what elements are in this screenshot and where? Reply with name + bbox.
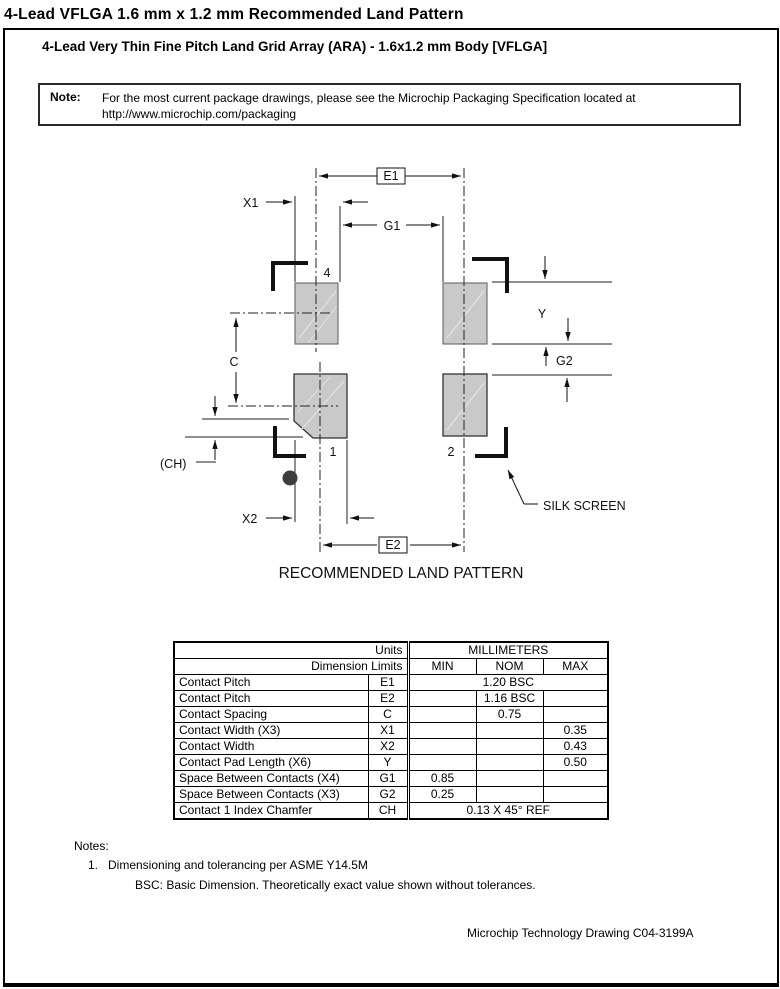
dim-symbol-cell: G2 (368, 787, 408, 803)
table-row (174, 803, 608, 820)
note-item-text: Dimensioning and tolerancing per ASME Y14.5M (108, 858, 368, 872)
dim-label-e1: E1 (383, 169, 399, 183)
dim-label-ch: (CH) (160, 457, 187, 471)
dimension-limits-cell: Dimension Limits (174, 659, 408, 675)
dim-min-cell: 0.25 (408, 787, 476, 803)
dim-min-cell (408, 707, 476, 723)
note-item-subtext: BSC: Basic Dimension. Theoretically exact value shown without tolerances. (135, 878, 536, 892)
pad-4-number: 4 (323, 266, 331, 280)
dim-e2 (379, 537, 407, 553)
dim-symbol-cell: G1 (368, 771, 408, 787)
extension-lines (185, 196, 612, 524)
note-item-number: 1. (88, 858, 99, 872)
silk-screen-callout (508, 470, 626, 513)
dim-nom-cell (476, 723, 543, 739)
table-row (174, 755, 608, 771)
table-row (174, 707, 608, 723)
dim-name-cell: Contact Pitch (174, 675, 368, 691)
dim-label-x2: X2 (242, 512, 258, 526)
dim-symbol-cell: CH (368, 803, 408, 820)
dim-name-cell: Contact Width (X3) (174, 723, 368, 739)
index-dot (283, 471, 298, 486)
package-subtitle: 4-Lead Very Thin Fine Pitch Land Grid Array (ARA) - 1.6x1.2 mm Body [VFLGA] (42, 39, 548, 54)
dim-nom-cell: 1.16 BSC (476, 691, 543, 707)
table-row (174, 675, 608, 691)
dim-max-cell (543, 691, 608, 707)
table-header-row (174, 642, 608, 659)
land-pad-top-right (443, 283, 487, 344)
table-row (174, 739, 608, 755)
dim-name-cell: Contact Pad Length (X6) (174, 755, 368, 771)
table-row (174, 787, 608, 803)
dim-name-cell: Contact Pitch (174, 691, 368, 707)
dim-nom-cell (476, 739, 543, 755)
notes-heading: Notes: (74, 839, 109, 853)
dim-name-cell: Contact Spacing (174, 707, 368, 723)
min-header-cell: MIN (408, 659, 476, 675)
dim-symbol-cell: X1 (368, 723, 408, 739)
note-line-1: For the most current package drawings, please see the Microchip Packaging Specification located at (102, 91, 636, 105)
dim-max-cell: 0.35 (543, 723, 608, 739)
dim-label-g1: G1 (383, 219, 401, 233)
dim-nom-cell (476, 787, 543, 803)
dim-label-x1: X1 (243, 196, 259, 210)
dim-symbol-cell: C (368, 707, 408, 723)
pad-1-number: 1 (329, 445, 337, 459)
table-header-row (174, 659, 608, 675)
dim-name-cell: Space Between Contacts (X4) (174, 771, 368, 787)
dim-name-cell: Contact 1 Index Chamfer (174, 803, 368, 820)
dim-label-g2: G2 (556, 354, 573, 368)
millimeters-header-cell: MILLIMETERS (408, 642, 608, 659)
dim-symbol-cell: E1 (368, 675, 408, 691)
dim-min-cell (408, 755, 476, 771)
dim-label-e2: E2 (385, 538, 401, 552)
dim-value-cell: 1.20 BSC (408, 675, 608, 691)
dim-name-cell: Space Between Contacts (X3) (174, 787, 368, 803)
max-header-cell: MAX (543, 659, 608, 675)
dim-max-cell: 0.50 (543, 755, 608, 771)
dim-symbol-cell: Y (368, 755, 408, 771)
drawing-reference: Microchip Technology Drawing C04-3199A (467, 926, 694, 940)
dim-min-cell (408, 739, 476, 755)
dim-symbol-cell: E2 (368, 691, 408, 707)
dim-nom-cell: 0.75 (476, 707, 543, 723)
dim-symbol-cell: X2 (368, 739, 408, 755)
units-header-cell: Units (174, 642, 408, 659)
dim-max-cell: 0.43 (543, 739, 608, 755)
dim-value-cell: 0.13 X 45° REF (408, 803, 608, 820)
dim-nom-cell (476, 771, 543, 787)
dim-min-cell (408, 691, 476, 707)
dim-e1 (377, 168, 405, 184)
dim-max-cell (543, 787, 608, 803)
table-row (174, 691, 608, 707)
dim-name-cell: Contact Width (174, 739, 368, 755)
table-row (174, 771, 608, 787)
dim-label-c: C (229, 355, 239, 369)
land-pad-2 (443, 374, 487, 436)
centerlines (228, 168, 464, 552)
dim-nom-cell (476, 755, 543, 771)
dimension-table (173, 641, 609, 820)
dim-max-cell (543, 707, 608, 723)
nom-header-cell: NOM (476, 659, 543, 675)
page-title: 4-Lead VFLGA 1.6 mm x 1.2 mm Recommended Land Pattern (4, 6, 464, 23)
dim-min-cell (408, 723, 476, 739)
pad-2-number: 2 (447, 445, 455, 459)
table-row (174, 723, 608, 739)
dim-max-cell (543, 771, 608, 787)
silk-screen-label: SILK SCREEN (543, 499, 626, 513)
dim-label-y: Y (537, 307, 547, 321)
drawing-caption: RECOMMENDED LAND PATTERN (278, 565, 524, 582)
note-line-2: http://www.microchip.com/packaging (102, 107, 297, 121)
note-label: Note: (50, 90, 81, 104)
dim-min-cell: 0.85 (408, 771, 476, 787)
